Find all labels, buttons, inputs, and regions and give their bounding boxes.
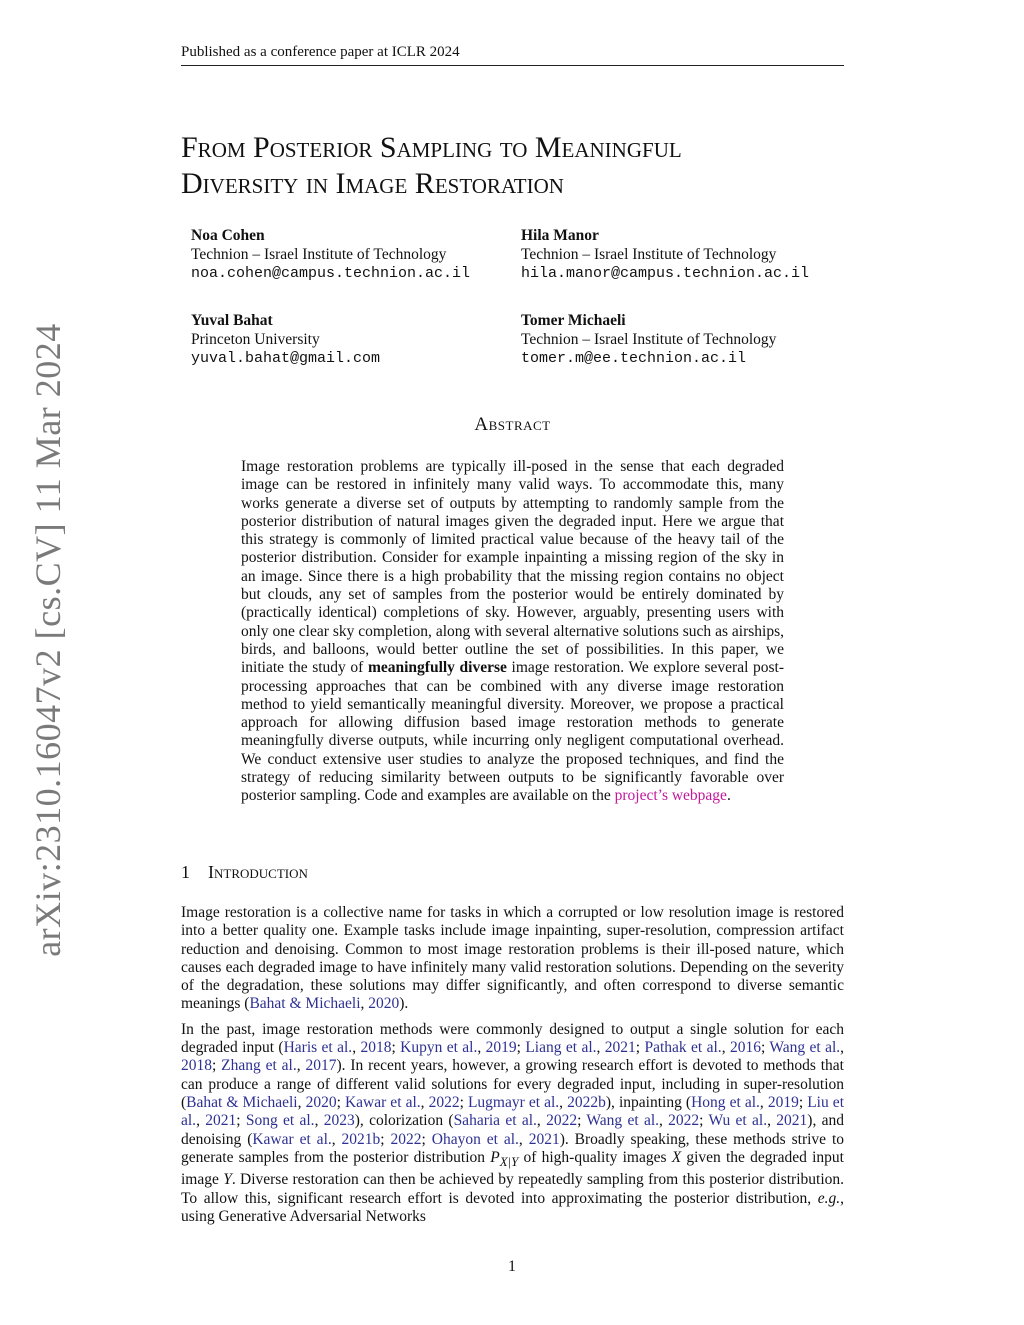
citation-link[interactable]: Zhang et al. — [221, 1057, 297, 1075]
author-3 — [191, 311, 531, 368]
emphasis-eg: e.g. — [817, 1189, 841, 1207]
text: ; — [212, 1057, 222, 1075]
title-line-2: Diversity in Image Restoration — [181, 167, 564, 200]
author-1 — [191, 226, 531, 283]
citation-link[interactable]: Wu et al. — [708, 1112, 768, 1130]
abstract-heading: Abstract — [474, 414, 551, 435]
paper-title — [181, 130, 844, 202]
author-email: noa.cohen@campus.technion.ac.il — [191, 265, 471, 282]
citation-link[interactable]: Liu et al. — [181, 1093, 844, 1130]
citation-link[interactable]: 2022b — [567, 1093, 606, 1111]
text: ). Broadly speaking, these methods strive to generate samples from the posterior distribution — [181, 1130, 845, 1166]
citation-link[interactable]: 2021 — [528, 1130, 560, 1148]
intro-paragraph-1 — [181, 904, 844, 1014]
author-name: Yuval Bahat — [191, 312, 273, 329]
author-affiliation: Technion – Israel Institute of Technology — [521, 331, 777, 348]
text: ; — [760, 1039, 770, 1057]
author-name: Noa Cohen — [191, 227, 265, 244]
citation-link[interactable]: 2019 — [485, 1039, 517, 1057]
text: , — [518, 1130, 529, 1148]
citation-link[interactable]: 2022 — [428, 1093, 460, 1111]
citation-link[interactable]: 2020 — [305, 1093, 337, 1111]
section-title: Introduction — [208, 862, 308, 882]
introduction-body — [181, 904, 844, 1233]
citation-link[interactable]: Hong et al. — [691, 1093, 760, 1111]
text: of high-quality images — [518, 1148, 672, 1166]
author-email: yuval.bahat@gmail.com — [191, 350, 381, 367]
math-x: X — [671, 1148, 682, 1166]
section-heading — [181, 862, 308, 883]
abstract-text: image restoration. We explore several post-processing approaches that can be combined with any diverse image restoration method to yield semantically meaningful diversity. Moreover, we propose a practical approach for allowing diffusion based image restoration methods to generate meaningfully diverse outputs, while incurring only negligent computational overhead. We conduct extensive user studies to analyze the proposed techniques, and find the strategy of reducing similarity between outputs to be significantly favorable over posterior sampling. Code and examples are available on the — [241, 659, 784, 805]
text: , using Generative Adversarial Networks — [181, 1189, 844, 1225]
citation-link[interactable]: 2021 — [776, 1112, 808, 1130]
citation-link[interactable]: Wang et al. — [769, 1039, 841, 1057]
text: , — [477, 1039, 486, 1057]
citation-link[interactable]: 2019 — [767, 1093, 799, 1111]
math-p: P — [490, 1148, 500, 1166]
citation-link[interactable]: Pathak et al. — [644, 1039, 722, 1057]
text: , — [759, 1093, 768, 1111]
citation-link[interactable]: 2020 — [368, 995, 400, 1013]
text: ; — [391, 1039, 401, 1057]
text: , — [331, 1130, 342, 1148]
citation-link[interactable]: 2021 — [604, 1039, 636, 1057]
text: ). — [399, 995, 409, 1013]
text: given the degraded input image — [181, 1148, 844, 1189]
intro-paragraph-2 — [181, 1021, 844, 1226]
text: , — [559, 1093, 568, 1111]
author-affiliation: Princeton University — [191, 331, 320, 348]
text: , — [840, 1039, 845, 1057]
abstract-body — [241, 458, 784, 806]
text: Image restoration is a collective name for tasks in which a corrupted or low resolution image is restored into a better quality one. Example tasks include image inpainting, super-resolution, compression artifact reduction and denoising. Common to most image restoration problems is their ill-posed nature, which causes each degraded image to have infinitely many valid restoration solutions. Depending on the severity of the degradation, these solutions may differ significantly, and often correspond to diverse semantic meanings ( — [181, 904, 844, 1013]
citation-link[interactable]: Haris et al. — [283, 1039, 353, 1057]
title-line-1: From Posterior Sampling to Meaningful — [181, 131, 682, 164]
text: , — [360, 995, 369, 1013]
text: , — [352, 1039, 361, 1057]
citation-link[interactable]: Bahat & Michaeli — [249, 995, 361, 1013]
author-affiliation: Technion – Israel Institute of Technology — [521, 246, 777, 263]
citation-link[interactable]: 2018 — [181, 1057, 212, 1075]
text: , — [420, 1093, 429, 1111]
author-affiliation: Technion – Israel Institute of Technology — [191, 246, 447, 263]
text: ; — [577, 1112, 587, 1130]
citation-link[interactable]: 2021 — [205, 1112, 237, 1130]
arxiv-identifier: arXiv:2310.16047v2 [cs.CV] 11 Mar 2024 — [28, 323, 68, 957]
citation-link[interactable]: 2022 — [668, 1112, 700, 1130]
citation-link[interactable]: Kawar et al. — [344, 1093, 421, 1111]
text: ), inpainting ( — [605, 1093, 692, 1111]
text: , — [314, 1112, 324, 1130]
citation-link[interactable]: 2021b — [341, 1130, 381, 1148]
text: . Diverse restoration can then be achieved by repeatedly sampling from this posterior distribution. To allow this, significant research effort is devoted into approximating the posterior distribution, — [181, 1171, 844, 1207]
text: , — [659, 1112, 669, 1130]
running-header: Published as a conference paper at ICLR 2024 — [181, 44, 844, 66]
abstract-text: Image restoration problems are typically ill-posed in the sense that each degraded image can be restored in infinitely many valid ways. To accommodate this, many works generate a diverse set of outputs by attempting to randomly sample from the posterior distribution of natural images given the degraded input. Here we argue that this strategy is commonly of limited practical value because of the heavy tail of the posterior distribution. Consider for example inpainting a missing region of the sky in an image. Since there is a high probability that the missing region contains no object but clouds, any set of samples from the posterior would be entirely dominated by (practically identical) completions of sky. However, arguably, presenting users with only one clear sky completion, along with several alternative solutions such as airships, birds, and balloons, would better outline the set of possibilities. In this paper, we initiate the study of — [241, 458, 784, 677]
text: ; — [699, 1112, 709, 1130]
text: ; — [635, 1039, 645, 1057]
text: ), and denoising ( — [181, 1112, 844, 1148]
text: ; — [798, 1093, 808, 1111]
text: ; — [516, 1039, 526, 1057]
text: ; — [421, 1130, 432, 1148]
citation-link[interactable]: 2022 — [390, 1130, 422, 1148]
math-subscript: X|Y — [499, 1153, 519, 1169]
project-webpage-link[interactable]: project’s webpage — [614, 787, 727, 805]
citation-link[interactable]: 2017 — [305, 1057, 337, 1075]
citation-link[interactable]: 2022 — [546, 1112, 578, 1130]
author-4 — [521, 311, 861, 368]
text: , — [536, 1112, 547, 1130]
author-2 — [521, 226, 861, 283]
text: , — [721, 1039, 730, 1057]
page-number: 1 — [508, 1258, 516, 1275]
abstract-bold: meaningfully diverse — [367, 659, 507, 677]
text: , — [767, 1112, 777, 1130]
author-name: Hila Manor — [521, 227, 599, 244]
text: ), colorization ( — [354, 1112, 454, 1130]
citation-link[interactable]: Kawar et al. — [252, 1130, 332, 1148]
citation-link[interactable]: Kupyn et al. — [400, 1039, 478, 1057]
citation-link[interactable]: Wang et al. — [586, 1112, 659, 1130]
text: In the past, image restoration methods were commonly designed to output a single solution for each degraded input ( — [181, 1020, 844, 1057]
text: , — [297, 1093, 306, 1111]
abstract-text: . — [726, 787, 731, 805]
citation-link[interactable]: 2023 — [323, 1112, 355, 1130]
citation-link[interactable]: 2016 — [729, 1039, 761, 1057]
text: , — [196, 1112, 206, 1130]
text: ; — [380, 1130, 391, 1148]
author-email: hila.manor@campus.technion.ac.il — [521, 265, 810, 282]
citation-link[interactable]: Lugmayr et al. — [467, 1093, 560, 1111]
text: ; — [336, 1093, 345, 1111]
text: ). In recent years, however, a growing research effort is devoted to methods that can produce a range of different valid solutions for every degraded input, including in super-resolution ( — [181, 1057, 844, 1111]
citation-link[interactable]: Saharia et al. — [453, 1112, 537, 1130]
citation-link[interactable]: Ohayon et al. — [431, 1130, 519, 1148]
text: ; — [459, 1093, 468, 1111]
citation-link[interactable]: Song et al. — [245, 1112, 315, 1130]
citation-link[interactable]: Bahat & Michaeli — [186, 1093, 298, 1111]
author-name: Tomer Michaeli — [521, 312, 626, 329]
citation-link[interactable]: 2018 — [360, 1039, 392, 1057]
author-email: tomer.m@ee.technion.ac.il — [521, 350, 747, 367]
citation-link[interactable]: Liang et al. — [525, 1039, 597, 1057]
text: , — [596, 1039, 605, 1057]
text: , — [296, 1057, 306, 1075]
text: ; — [236, 1112, 246, 1130]
math-y: Y — [223, 1171, 232, 1189]
section-number: 1 — [181, 862, 190, 882]
